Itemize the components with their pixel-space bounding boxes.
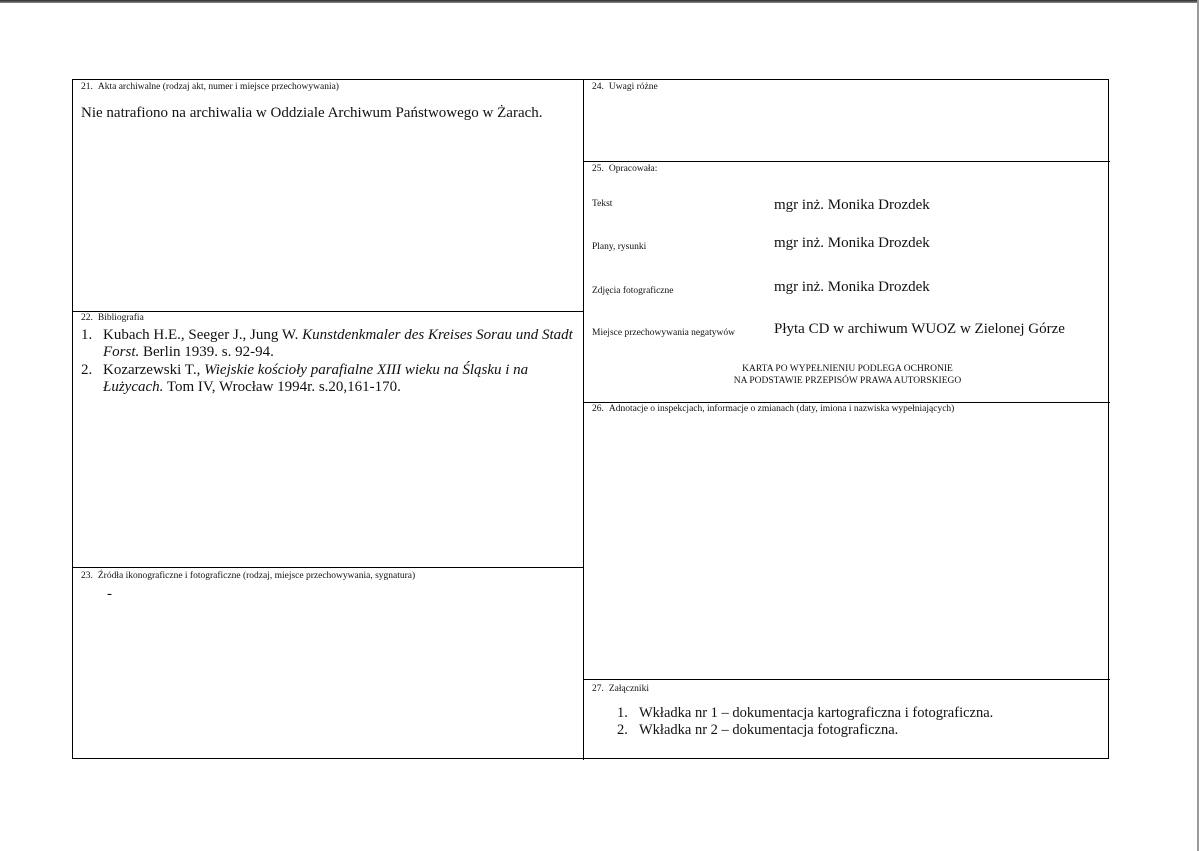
section-22-title: Bibliografia: [97, 313, 144, 323]
section-22-header: [81, 313, 144, 324]
section-21-number: 21.: [81, 82, 93, 92]
prepared-row-label: Miejsce przechowywania negatywów: [592, 328, 735, 338]
section-22-number: 22.: [81, 313, 93, 323]
scan-top-edge: [0, 0, 1199, 3]
record-card-form: [72, 79, 1109, 759]
section-24-header: [592, 82, 658, 93]
bibliography-item-work: Kunstdenkmaler des Kreises Sorau und Stadt Forst.: [103, 327, 573, 360]
attachment-item-text: Wkładka nr 1 – dokumentacja kartograficzna i fotograficzna.: [639, 705, 994, 721]
prepared-row-value: mgr inż. Monika Drozdek: [774, 197, 930, 213]
copyright-notice-line: KARTA PO WYPEŁNIENIU PODLEGA OCHRONIE: [742, 364, 953, 374]
copyright-notice: [584, 363, 1111, 387]
section-26-title: Adnotacje o inspekcjach, informacje o zmianach (daty, imiona i nazwiska wypełniających): [608, 404, 955, 414]
attachment-item-text: Wkładka nr 2 – dokumentacja fotograficzna.: [639, 722, 899, 738]
section-23-number: 23.: [81, 571, 93, 581]
prepared-row-label: Zdjęcia fotograficzne: [592, 286, 674, 296]
attachment-item-number: 1.: [617, 705, 628, 721]
section-25-header: [592, 164, 657, 175]
bibliography-item-number: 1.: [81, 327, 93, 343]
section-24-remarks: [583, 80, 1110, 161]
attachment-item: [617, 705, 1097, 722]
section-25-title: Opracowała:: [608, 164, 658, 174]
section-22-bibliography: [73, 311, 583, 567]
section-27-title: Załączniki: [608, 684, 649, 694]
section-24-number: 24.: [592, 82, 604, 92]
bibliography-item-work: Wiejskie kościoły parafialne XIII wieku na Śląsku i na Łużycach.: [103, 362, 529, 395]
section-26-number: 26.: [592, 404, 604, 414]
bibliography-list: [81, 327, 573, 397]
section-21-title: Akta archiwalne (rodzaj akt, numer i miejsce przechowywania): [97, 82, 339, 92]
bibliography-item-authors: Kubach H.E., Seeger J., Jung W.: [103, 327, 303, 343]
section-26-header: [592, 404, 954, 415]
bibliography-item: [81, 362, 573, 396]
section-25-number: 25.: [592, 164, 604, 174]
copyright-notice-line: NA PODSTAWIE PRZEPISÓW PRAWA AUTORSKIEGO: [733, 376, 962, 386]
section-24-title: Uwagi różne: [608, 82, 658, 92]
bibliography-item-details: Tom IV, Wrocław 1994r. s.20,161-170.: [163, 379, 401, 395]
section-23-iconographic-sources: [73, 567, 583, 760]
section-25-prepared-by: [583, 161, 1110, 402]
section-23-title: Źródła ikonograficzne i fotograficzne (rodzaj, miejsce przechowywania, sygnatura): [97, 571, 416, 581]
section-27-header: [592, 684, 649, 695]
attachment-item-number: 2.: [617, 722, 628, 738]
section-21-archival-records: [73, 80, 583, 311]
prepared-row-label: Tekst: [592, 199, 613, 209]
section-26-inspection-notes: [583, 402, 1110, 679]
attachments-list: [617, 705, 1097, 739]
bibliography-item: [81, 327, 573, 361]
prepared-row-value: mgr inż. Monika Drozdek: [774, 235, 930, 251]
attachment-item: [617, 722, 1097, 739]
bibliography-item-details: Berlin 1939. s. 92-94.: [139, 344, 274, 360]
prepared-row-value: Płyta CD w archiwum WUOZ w Zielonej Górze: [774, 321, 1065, 337]
section-27-attachments: [583, 679, 1110, 760]
bibliography-item-authors: Kozarzewski T.,: [103, 362, 205, 378]
bibliography-item-number: 2.: [81, 362, 93, 378]
prepared-row-label: Plany, rysunki: [592, 242, 647, 252]
section-23-text: -: [107, 586, 112, 602]
section-23-header: [81, 571, 415, 582]
section-27-number: 27.: [592, 684, 604, 694]
section-21-text: Nie natrafiono na archiwalia w Oddziale Archiwum Państwowego w Żarach.: [81, 105, 543, 121]
section-21-header: [81, 82, 339, 93]
prepared-row-value: mgr inż. Monika Drozdek: [774, 279, 930, 295]
